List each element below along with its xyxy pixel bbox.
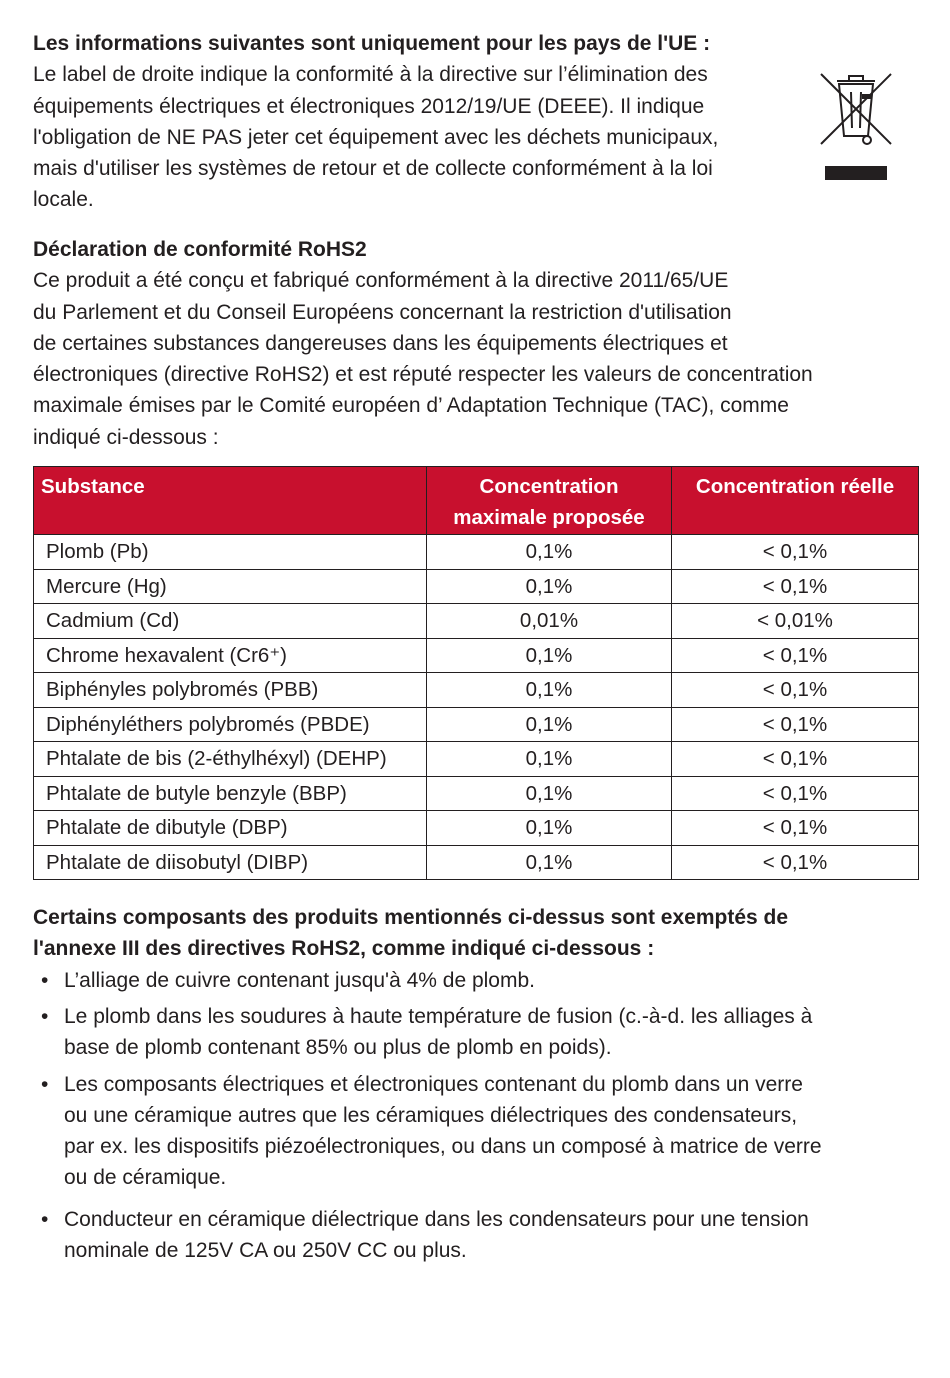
list-item-line: Le plomb dans les soudures à haute température de fusion (c.-à-d. les alliages à: [64, 1004, 813, 1028]
bullet: •: [41, 1207, 49, 1231]
rohs-line: électroniques (directive RoHS2) et est réputé respecter les valeurs de concentration: [33, 363, 813, 387]
cell-max: 0,1%: [427, 638, 672, 673]
cell-substance: Biphényles polybromés (PBB): [34, 673, 427, 708]
rohs-line: maximale émises par le Comité européen d’ Adaptation Technique (TAC), comme: [33, 394, 789, 418]
weee-line: équipements électriques et électroniques 2012/19/UE (DEEE). Il indique: [33, 94, 705, 118]
exemptions-list: [33, 965, 919, 1267]
cell-max: 0,1%: [427, 811, 672, 846]
cell-substance: Phtalate de bis (2-éthylhéxyl) (DEHP): [34, 742, 427, 777]
cell-actual: < 0,1%: [672, 673, 919, 708]
header-max-line: Concentration: [479, 475, 619, 499]
header-max-line: maximale proposée: [453, 506, 645, 530]
table-row: [34, 776, 919, 811]
cell-actual: < 0,1%: [672, 707, 919, 742]
cell-substance: Plomb (Pb): [34, 535, 427, 570]
cell-actual: < 0,1%: [672, 569, 919, 604]
rohs-section: [33, 234, 919, 453]
header-actual-concentration: Concentration réelle: [672, 467, 919, 535]
weee-section: [33, 28, 919, 215]
crossed-out-wheelie-bin-icon: [815, 68, 881, 186]
table-row: [34, 604, 919, 639]
weee-line: locale.: [33, 188, 94, 212]
exemptions-heading-line: l'annexe III des directives RoHS2, comme indiqué ci-dessous :: [33, 937, 655, 961]
list-item: [33, 1204, 919, 1267]
list-item-line: Conducteur en céramique diélectrique dans les condensateurs pour une tension: [64, 1207, 809, 1231]
bullet: •: [41, 1072, 49, 1096]
weee-bar: [825, 166, 887, 180]
cell-actual: < 0,01%: [672, 604, 919, 639]
cell-max: 0,1%: [427, 569, 672, 604]
rohs-line: indiqué ci-dessous :: [33, 425, 219, 449]
weee-heading: Les informations suivantes sont uniquement pour les pays de l'UE :: [33, 32, 711, 55]
cell-max: 0,1%: [427, 776, 672, 811]
cell-substance: Diphényléthers polybromés (PBDE): [34, 707, 427, 742]
table-row: [34, 811, 919, 846]
cell-max: 0,1%: [427, 707, 672, 742]
list-item: [33, 965, 919, 996]
rohs-paragraph: [33, 265, 919, 453]
list-item: [33, 1069, 919, 1194]
rohs-heading: Déclaration de conformité RoHS2: [33, 238, 367, 261]
substance-table: [33, 466, 919, 880]
cell-max: 0,01%: [427, 604, 672, 639]
cell-actual: < 0,1%: [672, 811, 919, 846]
rohs-line: du Parlement et du Conseil Européens concernant la restriction d'utilisation: [33, 300, 732, 324]
cell-substance: Chrome hexavalent (Cr6⁺): [34, 638, 427, 673]
cell-substance: Phtalate de dibutyle (DBP): [34, 811, 427, 846]
table-row: [34, 707, 919, 742]
cell-actual: < 0,1%: [672, 535, 919, 570]
cell-substance: Cadmium (Cd): [34, 604, 427, 639]
table-header-row: [34, 467, 919, 535]
exemptions-heading: [33, 902, 919, 965]
cell-max: 0,1%: [427, 535, 672, 570]
weee-line: l'obligation de NE PAS jeter cet équipement avec les déchets municipaux,: [33, 125, 719, 149]
weee-line: mais d'utiliser les systèmes de retour et de collecte conformément à la loi: [33, 157, 713, 181]
table-row: [34, 638, 919, 673]
table-row: [34, 535, 919, 570]
cell-substance: Phtalate de diisobutyl (DIBP): [34, 845, 427, 880]
weee-line: Le label de droite indique la conformité à la directive sur l’élimination des: [33, 63, 708, 87]
list-item-line: L’alliage de cuivre contenant jusqu'à 4% de plomb.: [64, 968, 535, 992]
cell-actual: < 0,1%: [672, 845, 919, 880]
list-item-line: ou de céramique.: [64, 1166, 227, 1190]
cell-max: 0,1%: [427, 845, 672, 880]
table-row: [34, 845, 919, 880]
rohs-line: de certaines substances dangereuses dans les équipements électriques et: [33, 331, 728, 355]
cell-actual: < 0,1%: [672, 638, 919, 673]
bullet: •: [41, 968, 49, 992]
list-item: [33, 1001, 919, 1064]
cell-substance: Mercure (Hg): [34, 569, 427, 604]
cell-actual: < 0,1%: [672, 776, 919, 811]
table-row: [34, 569, 919, 604]
table-row: [34, 673, 919, 708]
table-row: [34, 742, 919, 777]
list-item-line: base de plomb contenant 85% ou plus de plomb en poids).: [64, 1036, 612, 1060]
cell-max: 0,1%: [427, 742, 672, 777]
weee-paragraph: [33, 59, 818, 215]
exemptions-heading-line: Certains composants des produits mentionnés ci-dessus sont exemptés de: [33, 906, 789, 930]
cell-max: 0,1%: [427, 673, 672, 708]
bullet: •: [41, 1004, 49, 1028]
cell-actual: < 0,1%: [672, 742, 919, 777]
rohs-line: Ce produit a été conçu et fabriqué conformément à la directive 2011/65/UE: [33, 269, 729, 293]
header-max-concentration: [427, 467, 672, 535]
list-item-line: nominale de 125V CA ou 250V CC ou plus.: [64, 1239, 467, 1263]
list-item-line: par ex. les dispositifs piézoélectroniques, ou dans un composé à matrice de verre: [64, 1135, 822, 1159]
header-substance: Substance: [34, 467, 427, 535]
list-item-line: Les composants électriques et électroniques contenant du plomb dans un verre: [64, 1072, 803, 1096]
list-item-line: ou une céramique autres que les céramiques diélectriques des condensateurs,: [64, 1103, 798, 1127]
document-page: [33, 28, 919, 1266]
cell-substance: Phtalate de butyle benzyle (BBP): [34, 776, 427, 811]
